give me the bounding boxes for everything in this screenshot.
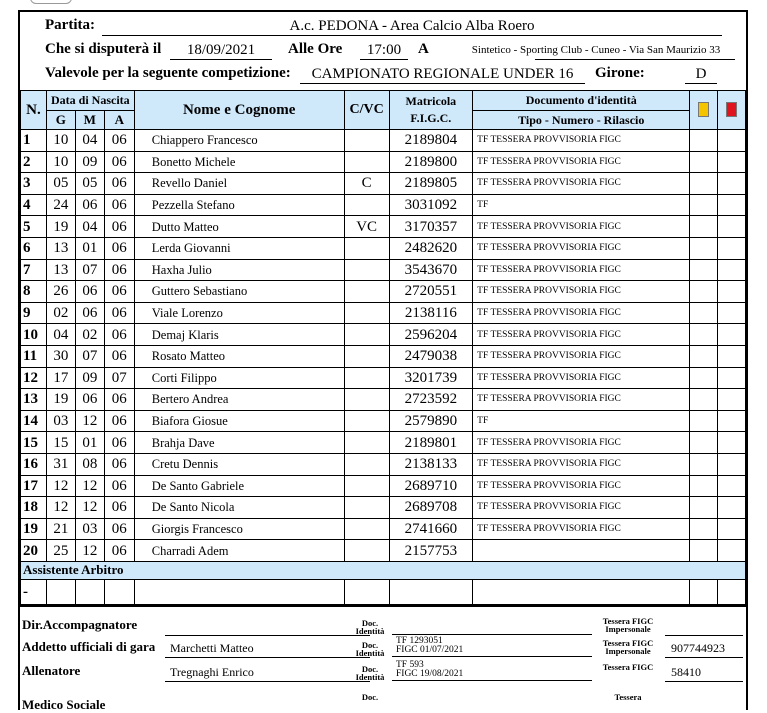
addetto-doc bbox=[392, 637, 592, 657]
cell-a: 06 bbox=[104, 497, 134, 519]
cell-card bbox=[690, 324, 718, 346]
col-documento: Documento d'identità bbox=[473, 91, 690, 111]
allenatore-doc-label: Doc. Identità bbox=[355, 664, 385, 682]
cell-cvc bbox=[344, 453, 389, 475]
cell-a: 06 bbox=[104, 518, 134, 540]
table-row bbox=[21, 367, 746, 389]
col-yellow bbox=[690, 91, 718, 130]
table-row bbox=[21, 475, 746, 497]
medico-label: Medico Sociale bbox=[22, 697, 106, 712]
cell-doc: TF TESSERA PROVVISORIA FIGC bbox=[473, 259, 690, 281]
cell-card bbox=[690, 151, 718, 173]
cell-card bbox=[690, 281, 718, 303]
cell-card bbox=[718, 151, 746, 173]
table-row bbox=[21, 410, 746, 432]
cell-nome: Dutto Matteo bbox=[134, 216, 344, 238]
cell-cvc bbox=[344, 475, 389, 497]
medico-doc-label: Doc. bbox=[361, 692, 379, 702]
cell-m: 02 bbox=[75, 324, 104, 346]
cell-matricola: 2138133 bbox=[389, 453, 473, 475]
cell-matricola: 2689708 bbox=[389, 497, 473, 519]
luogo-label: A bbox=[418, 41, 429, 57]
cell-cvc bbox=[344, 432, 389, 454]
cell-n: 12 bbox=[21, 367, 47, 389]
addetto-doc2: FIGC 01/07/2021 bbox=[396, 645, 464, 655]
cell-doc: TF TESSERA PROVVISORIA FIGC bbox=[473, 151, 690, 173]
cell-nome: Cretu Dennis bbox=[134, 453, 344, 475]
competizione-label: Valevole per la seguente competizione: bbox=[45, 65, 291, 81]
col-nome: Nome e Cognome bbox=[134, 91, 344, 130]
distinta-form bbox=[18, 10, 748, 710]
addetto-doc-label: Doc. Identità bbox=[355, 640, 385, 658]
cell-matricola: 2741660 bbox=[389, 518, 473, 540]
cell-doc: TF TESSERA PROVVISORIA FIGC bbox=[473, 216, 690, 238]
cell-card bbox=[718, 173, 746, 195]
cell-doc: TF TESSERA PROVVISORIA FIGC bbox=[473, 475, 690, 497]
cell-g: 12 bbox=[46, 475, 75, 497]
cell-a: 06 bbox=[104, 130, 134, 152]
cell-n: 5 bbox=[21, 216, 47, 238]
cell-g: 26 bbox=[46, 281, 75, 303]
cell-cvc bbox=[344, 259, 389, 281]
col-g: G bbox=[46, 111, 75, 130]
figc-label: F.I.G.C. bbox=[410, 111, 452, 125]
cell-m: 04 bbox=[75, 130, 104, 152]
cell-a: 06 bbox=[104, 345, 134, 367]
cell-g: 05 bbox=[46, 173, 75, 195]
cell-card bbox=[718, 540, 746, 562]
dir-label: Dir.Accompagnatore bbox=[22, 617, 138, 632]
matricola-label: Matricola bbox=[405, 94, 457, 108]
cell-n: 20 bbox=[21, 540, 47, 562]
cell-nome: Chiappero Francesco bbox=[134, 130, 344, 152]
cell-matricola: 2189800 bbox=[389, 151, 473, 173]
cell-nome: Demaj Klaris bbox=[134, 324, 344, 346]
allenatore-doc2: FIGC 19/08/2021 bbox=[396, 669, 464, 679]
dir-doc-label: Doc. Identità bbox=[355, 618, 385, 636]
cell-g: 17 bbox=[46, 367, 75, 389]
dir-doc bbox=[392, 615, 592, 635]
cell-a: 06 bbox=[104, 540, 134, 562]
cell-nome: Rosato Matteo bbox=[134, 345, 344, 367]
cell-cvc bbox=[344, 151, 389, 173]
cell-m: 08 bbox=[75, 453, 104, 475]
cell-matricola: 2479038 bbox=[389, 345, 473, 367]
cell-doc bbox=[473, 540, 690, 562]
assistente-label: Assistente Arbitro bbox=[21, 561, 746, 579]
cell-cvc: C bbox=[344, 173, 389, 195]
cell-card bbox=[690, 367, 718, 389]
cell-m: 12 bbox=[75, 410, 104, 432]
data-value: 18/09/2021 bbox=[170, 41, 272, 60]
cell-matricola: 3201739 bbox=[389, 367, 473, 389]
cell-g: 25 bbox=[46, 540, 75, 562]
col-red bbox=[718, 91, 746, 130]
cell-cvc: VC bbox=[344, 216, 389, 238]
cell-card bbox=[690, 194, 718, 216]
match-header bbox=[20, 12, 746, 90]
cell-card bbox=[690, 410, 718, 432]
girone-label: Girone: bbox=[595, 65, 645, 81]
cell-a: 06 bbox=[104, 324, 134, 346]
players-table bbox=[20, 90, 746, 605]
cell-card bbox=[690, 540, 718, 562]
cell-card bbox=[690, 518, 718, 540]
cell-card bbox=[690, 497, 718, 519]
staff-section bbox=[20, 605, 746, 712]
cell-doc: TF TESSERA PROVVISORIA FIGC bbox=[473, 130, 690, 152]
table-row bbox=[21, 497, 746, 519]
addetto-tessera: 907744923 bbox=[665, 639, 743, 658]
cell-n: 2 bbox=[21, 151, 47, 173]
col-matricola bbox=[389, 91, 473, 130]
cell-matricola: 2723592 bbox=[389, 389, 473, 411]
cell-matricola: 2138116 bbox=[389, 302, 473, 324]
cell-card bbox=[718, 410, 746, 432]
cell-n: 8 bbox=[21, 281, 47, 303]
cell-doc: TF TESSERA PROVVISORIA FIGC bbox=[473, 281, 690, 303]
cell-card bbox=[718, 345, 746, 367]
cell-matricola: 2189801 bbox=[389, 432, 473, 454]
medico-tessera-label: Tessera bbox=[614, 692, 642, 702]
cell-matricola: 2720551 bbox=[389, 281, 473, 303]
cell-doc: TF TESSERA PROVVISORIA FIGC bbox=[473, 389, 690, 411]
cell-g: 19 bbox=[46, 216, 75, 238]
cell-doc: TF bbox=[473, 194, 690, 216]
cell-g: 13 bbox=[46, 259, 75, 281]
cell-m: 06 bbox=[75, 389, 104, 411]
cell-nome: Brahja Dave bbox=[134, 432, 344, 454]
cell-doc: TF TESSERA PROVVISORIA FIGC bbox=[473, 324, 690, 346]
allenatore-tessera: 58410 bbox=[665, 663, 743, 682]
cell-n: 16 bbox=[21, 453, 47, 475]
allenatore-tessera-label: Tessera FIGC bbox=[602, 662, 654, 672]
col-nascita: Data di Nascita bbox=[46, 91, 134, 111]
cell-nome: Bonetto Michele bbox=[134, 151, 344, 173]
cell-g: 10 bbox=[46, 130, 75, 152]
addetto-nome: Marchetti Matteo bbox=[165, 639, 370, 658]
cell-card bbox=[718, 194, 746, 216]
cell-n: 4 bbox=[21, 194, 47, 216]
table-row bbox=[21, 540, 746, 562]
cell-g: 15 bbox=[46, 432, 75, 454]
addetto-tessera-label: Tessera FIGC Impersonale bbox=[602, 638, 654, 656]
ore-label: Alle Ore bbox=[288, 41, 343, 57]
cell-cvc bbox=[344, 345, 389, 367]
table-row bbox=[21, 518, 746, 540]
table-row bbox=[21, 281, 746, 303]
cell-nome: Haxha Julio bbox=[134, 259, 344, 281]
cell-a: 06 bbox=[104, 194, 134, 216]
table-row bbox=[21, 453, 746, 475]
addetto-doc1: TF 1293051 bbox=[396, 636, 443, 646]
cell-nome: Lerda Giovanni bbox=[134, 237, 344, 259]
luogo-value: Sintetico - Sporting Club - Cuneo - Via San Maurizio 33 bbox=[471, 44, 721, 56]
cell-matricola: 3031092 bbox=[389, 194, 473, 216]
dir-nome bbox=[165, 617, 370, 636]
cell-cvc bbox=[344, 389, 389, 411]
cell-a: 06 bbox=[104, 453, 134, 475]
table-row bbox=[21, 324, 746, 346]
cell-card bbox=[690, 453, 718, 475]
cell-doc: TF TESSERA PROVVISORIA FIGC bbox=[473, 345, 690, 367]
cell-g: 10 bbox=[46, 151, 75, 173]
col-m: M bbox=[75, 111, 104, 130]
data-label: Che si disputerà il bbox=[45, 41, 162, 57]
cell-cvc bbox=[344, 518, 389, 540]
cell-matricola: 2189805 bbox=[389, 173, 473, 195]
cell-g: 21 bbox=[46, 518, 75, 540]
cell-card bbox=[690, 475, 718, 497]
cell-m: 12 bbox=[75, 497, 104, 519]
cell-m: 06 bbox=[75, 302, 104, 324]
cell-n: 9 bbox=[21, 302, 47, 324]
cell-cvc bbox=[344, 497, 389, 519]
cell-g: 04 bbox=[46, 324, 75, 346]
tab-stub bbox=[30, 0, 72, 4]
cell-m: 12 bbox=[75, 475, 104, 497]
cell-card bbox=[690, 259, 718, 281]
cell-m: 05 bbox=[75, 173, 104, 195]
cell-a: 06 bbox=[104, 151, 134, 173]
cell-m: 01 bbox=[75, 237, 104, 259]
cell-card bbox=[690, 345, 718, 367]
cell-cvc bbox=[344, 130, 389, 152]
cell-a: 06 bbox=[104, 475, 134, 497]
table-row bbox=[21, 237, 746, 259]
luogo-underline bbox=[535, 59, 735, 60]
table-row bbox=[21, 173, 746, 195]
red-card-icon bbox=[726, 102, 737, 117]
girone-value: D bbox=[685, 65, 717, 84]
table-row bbox=[21, 216, 746, 238]
cell-card bbox=[690, 130, 718, 152]
cell-card bbox=[718, 432, 746, 454]
cell-matricola: 2689710 bbox=[389, 475, 473, 497]
partita-value: A.c. PEDONA - Area Calcio Alba Roero bbox=[102, 17, 722, 36]
cell-matricola: 2157753 bbox=[389, 540, 473, 562]
cell-g: 13 bbox=[46, 237, 75, 259]
cell-a: 06 bbox=[104, 389, 134, 411]
cell-n: 19 bbox=[21, 518, 47, 540]
allenatore-doc bbox=[392, 661, 592, 681]
cell-n: 10 bbox=[21, 324, 47, 346]
cell-m: 12 bbox=[75, 540, 104, 562]
cell-cvc bbox=[344, 281, 389, 303]
col-doc-sub: Tipo - Numero - Rilascio bbox=[473, 111, 690, 130]
cell-cvc bbox=[344, 324, 389, 346]
allenatore-label: Allenatore bbox=[22, 663, 81, 678]
cell-m: 07 bbox=[75, 345, 104, 367]
cell-nome: De Santo Nicola bbox=[134, 497, 344, 519]
cell-card bbox=[718, 302, 746, 324]
cell-nome: Revello Daniel bbox=[134, 173, 344, 195]
cell-matricola: 2579890 bbox=[389, 410, 473, 432]
cell-a: 06 bbox=[104, 237, 134, 259]
cell-a: 06 bbox=[104, 173, 134, 195]
cell-matricola: 3543670 bbox=[389, 259, 473, 281]
cell-n: 18 bbox=[21, 497, 47, 519]
cell-card bbox=[718, 324, 746, 346]
cell-nome: De Santo Gabriele bbox=[134, 475, 344, 497]
cell-nome: Corti Filippo bbox=[134, 367, 344, 389]
cell-a: 06 bbox=[104, 410, 134, 432]
yellow-card-icon bbox=[698, 102, 709, 117]
cell-card bbox=[690, 432, 718, 454]
cell-cvc bbox=[344, 540, 389, 562]
cell-doc: TF TESSERA PROVVISORIA FIGC bbox=[473, 367, 690, 389]
cell-a: 06 bbox=[104, 259, 134, 281]
cell-card bbox=[718, 475, 746, 497]
cell-m: 01 bbox=[75, 432, 104, 454]
cell-card bbox=[718, 453, 746, 475]
cell-m: 07 bbox=[75, 259, 104, 281]
cell-g: 30 bbox=[46, 345, 75, 367]
cell-nome: Viale Lorenzo bbox=[134, 302, 344, 324]
cell-a: 06 bbox=[104, 302, 134, 324]
cell-nome: Guttero Sebastiano bbox=[134, 281, 344, 303]
table-row bbox=[21, 432, 746, 454]
cell-nome: Charradi Adem bbox=[134, 540, 344, 562]
cell-cvc bbox=[344, 194, 389, 216]
cell-a: 06 bbox=[104, 281, 134, 303]
cell-n: 13 bbox=[21, 389, 47, 411]
cell-a: 06 bbox=[104, 216, 134, 238]
partita-label: Partita: bbox=[45, 17, 95, 33]
col-cvc: C/VC bbox=[344, 91, 389, 130]
cell-matricola: 2189804 bbox=[389, 130, 473, 152]
table-row bbox=[21, 151, 746, 173]
cell-doc: TF TESSERA PROVVISORIA FIGC bbox=[473, 302, 690, 324]
cell-g: 02 bbox=[46, 302, 75, 324]
cell-matricola: 2596204 bbox=[389, 324, 473, 346]
assistente-n: - bbox=[21, 579, 47, 604]
cell-card bbox=[718, 216, 746, 238]
cell-n: 7 bbox=[21, 259, 47, 281]
cell-card bbox=[718, 259, 746, 281]
dir-tessera-label: Tessera FIGC Impersonale bbox=[602, 616, 654, 634]
cell-n: 6 bbox=[21, 237, 47, 259]
table-row bbox=[21, 130, 746, 152]
allenatore-nome: Tregnaghi Enrico bbox=[165, 663, 370, 682]
cell-doc: TF TESSERA PROVVISORIA FIGC bbox=[473, 497, 690, 519]
table-row bbox=[21, 345, 746, 367]
cell-cvc bbox=[344, 237, 389, 259]
allenatore-doc1: TF 593 bbox=[396, 660, 424, 670]
cell-n: 11 bbox=[21, 345, 47, 367]
cell-card bbox=[718, 130, 746, 152]
cell-doc: TF bbox=[473, 410, 690, 432]
cell-matricola: 2482620 bbox=[389, 237, 473, 259]
col-a: A bbox=[104, 111, 134, 130]
cell-card bbox=[690, 216, 718, 238]
addetto-label: Addetto ufficiali di gara bbox=[22, 639, 156, 654]
cell-n: 14 bbox=[21, 410, 47, 432]
cell-m: 03 bbox=[75, 518, 104, 540]
table-row bbox=[21, 389, 746, 411]
cell-card bbox=[718, 389, 746, 411]
cell-a: 07 bbox=[104, 367, 134, 389]
cell-card bbox=[718, 518, 746, 540]
cell-n: 1 bbox=[21, 130, 47, 152]
cell-nome: Biafora Giosue bbox=[134, 410, 344, 432]
cell-cvc bbox=[344, 367, 389, 389]
cell-card bbox=[718, 281, 746, 303]
ore-value: 17:00 bbox=[360, 41, 408, 60]
table-row bbox=[21, 259, 746, 281]
cell-m: 09 bbox=[75, 151, 104, 173]
cell-m: 06 bbox=[75, 194, 104, 216]
cell-card bbox=[718, 237, 746, 259]
cell-nome: Pezzella Stefano bbox=[134, 194, 344, 216]
competizione-value: CAMPIONATO REGIONALE UNDER 16 bbox=[300, 65, 585, 84]
cell-card bbox=[718, 367, 746, 389]
cell-a: 06 bbox=[104, 432, 134, 454]
cell-card bbox=[690, 389, 718, 411]
cell-g: 24 bbox=[46, 194, 75, 216]
cell-doc: TF TESSERA PROVVISORIA FIGC bbox=[473, 173, 690, 195]
cell-g: 19 bbox=[46, 389, 75, 411]
cell-g: 31 bbox=[46, 453, 75, 475]
cell-card bbox=[690, 173, 718, 195]
table-row bbox=[21, 194, 746, 216]
cell-card bbox=[690, 237, 718, 259]
table-row bbox=[21, 302, 746, 324]
cell-doc: TF TESSERA PROVVISORIA FIGC bbox=[473, 453, 690, 475]
cell-doc: TF TESSERA PROVVISORIA FIGC bbox=[473, 237, 690, 259]
cell-n: 3 bbox=[21, 173, 47, 195]
cell-n: 15 bbox=[21, 432, 47, 454]
cell-matricola: 3170357 bbox=[389, 216, 473, 238]
cell-g: 12 bbox=[46, 497, 75, 519]
dir-tessera bbox=[665, 617, 743, 636]
cell-nome: Bertero Andrea bbox=[134, 389, 344, 411]
cell-m: 04 bbox=[75, 216, 104, 238]
cell-card bbox=[690, 302, 718, 324]
cell-doc: TF TESSERA PROVVISORIA FIGC bbox=[473, 432, 690, 454]
cell-nome: Giorgis Francesco bbox=[134, 518, 344, 540]
col-n: N. bbox=[21, 91, 47, 130]
cell-doc: TF TESSERA PROVVISORIA FIGC bbox=[473, 518, 690, 540]
cell-cvc bbox=[344, 302, 389, 324]
cell-n: 17 bbox=[21, 475, 47, 497]
cell-card bbox=[718, 497, 746, 519]
cell-g: 03 bbox=[46, 410, 75, 432]
cell-m: 09 bbox=[75, 367, 104, 389]
cell-m: 06 bbox=[75, 281, 104, 303]
cell-cvc bbox=[344, 410, 389, 432]
